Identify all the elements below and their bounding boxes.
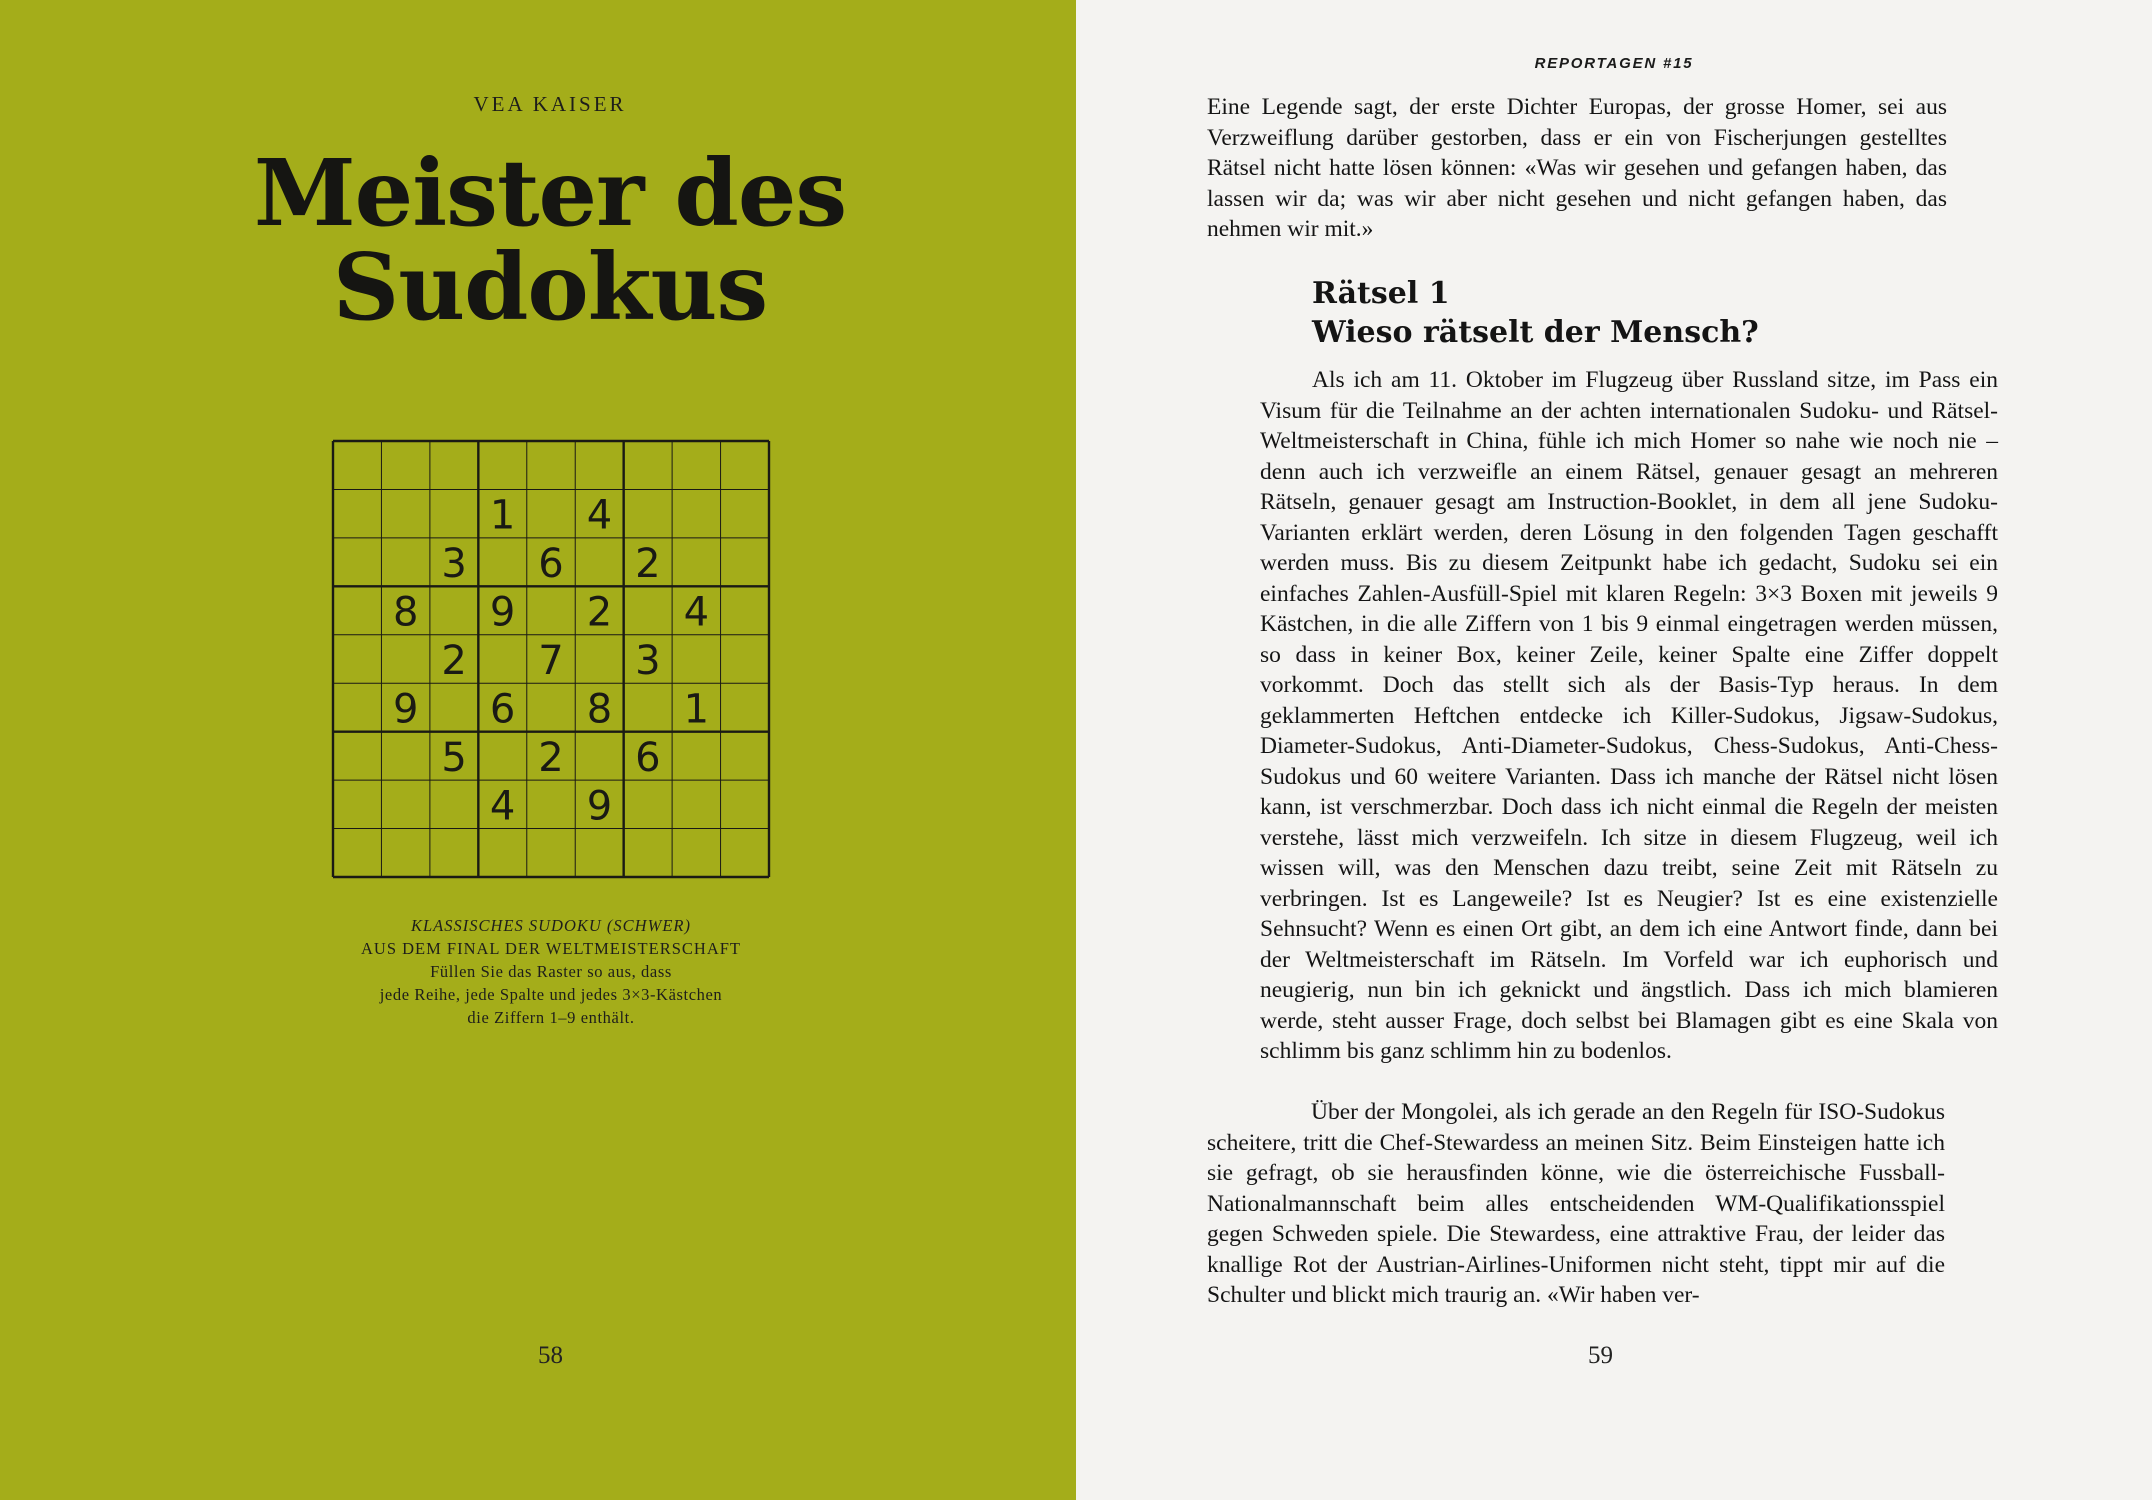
sudoku-digit: 2 (538, 734, 564, 781)
sudoku-digit: 2 (586, 589, 613, 636)
author-name: VEA KAISER (473, 92, 627, 116)
sudoku-digit: 6 (538, 541, 564, 588)
sudoku-digit: 8 (392, 589, 419, 636)
section-title: Wieso rätselt der Mensch? (1312, 315, 1759, 350)
article-title (0, 139, 1100, 341)
sudoku-digit: 4 (683, 589, 710, 636)
sudoku-digit: 3 (441, 541, 467, 588)
sudoku-digit: 6 (635, 734, 661, 781)
sudoku-digit: 4 (489, 783, 516, 830)
sudoku-digit: 1 (683, 686, 710, 733)
sudoku-digit: 9 (586, 783, 613, 830)
sudoku-digit: 4 (586, 492, 613, 539)
sudoku-digit: 9 (392, 686, 419, 733)
paragraph-2-text: Über der Mongolei, als ich gerade an den Regeln für ISO-Sudokus scheitere, tritt die Chef-Stewardess an meinen Sitz. Beim Einsteigen hatte ich sie gefragt, ob sie herausfinden könne, wie die österreichische Fussball-Nationalmannschaft beim alles entscheidenden WM-Qualifikationsspiel gegen Schweden spiele. Die Stewardess, eine attraktive Frau, der leider das knallige Rot der Austrian-Airlines-Uniformen nicht steht, tippt mir auf die Schulter und blickt mich traurig an. «Wir haben ver- (1207, 1099, 1945, 1308)
caption-instruction-2: jede Reihe, jede Spalte und jedes 3×3-Kästchen (379, 985, 723, 1004)
body-paragraph-1 (1260, 365, 1998, 1067)
caption-title: KLASSISCHES SUDOKU (SCHWER) (411, 916, 691, 935)
page-number-left: 58 (538, 1342, 563, 1369)
title-line-2: Sudokus (332, 233, 768, 341)
section-number: Rätsel 1 (1312, 276, 1450, 311)
sudoku-digit: 2 (441, 638, 467, 684)
sudoku-digit: 7 (538, 638, 564, 684)
caption-instruction-3: die Ziffern 1–9 enthält. (467, 1008, 635, 1027)
sudoku-digit: 5 (441, 734, 467, 781)
sudoku-digit: 9 (489, 589, 516, 636)
running-head: REPORTAGEN #15 (1534, 55, 1694, 72)
sudoku-digit: 8 (586, 686, 613, 733)
sudoku-caption (0, 914, 1102, 1029)
sudoku-digit: 1 (489, 492, 516, 539)
title-line-1: Meister des (253, 139, 847, 247)
intro-paragraph: Eine Legende sagt, der erste Dichter Europas, der grosse Homer, sei aus Verzweiflung darüber gestorben, dass er ein von Fischerjungen gestelltes Rätsel nicht hatte lösen können: «Was wir gesehen und gefangen haben, das lassen wir da; was wir aber nicht gesehen und nicht gefangen haben, das nehmen wir mit.» (1207, 94, 1947, 242)
page-number-right: 59 (1588, 1342, 1613, 1369)
sudoku-digit: 2 (635, 541, 661, 588)
body-paragraph-2 (1207, 1097, 1945, 1311)
paragraph-1-text: Als ich am 11. Oktober im Flugzeug über Russland sitze, im Pass ein Visum für die Teilnahme an der achten internationalen Sudoku- und Rätsel-Weltmeisterschaft in China, fühle ich mich Homer so nahe wie noch nie – denn auch ich verzweifle an einem Rätsel, genauer gesagt an mehreren Rätseln, genauer gesagt am Instruction-Booklet, in dem all jene Sudoku-Varianten erklärt werden, deren Lösung in den folgenden Tagen geschafft werden muss. Bis zu diesem Zeitpunkt habe ich gedacht, Sudoku sei ein einfaches Zahlen-Ausfüll-Spiel mit klaren Regeln: 3×3 Boxen mit jeweils 9 Kästchen, in die alle Ziffern von 1 bis 9 einmal eingetragen werden müssen, so dass in keiner Box, keiner Zeile, keiner Spalte eine Ziffer doppelt vorkommt. Doch das stellt sich als der Basis-Typ heraus. In dem geklammerten Heftchen entdecke ich Killer-Sudokus, Jigsaw-Sudokus, Diameter-Sudokus, Anti-Diameter-Sudokus, Chess-Sudokus, Anti-Chess-Sudokus und 60 weitere Varianten. Dass ich manche der Rätsel nicht lösen kann, ist verschmerzbar. Doch dass ich nicht einmal die Regeln der meisten verstehe, lässt mich verzweifeln. Ich sitze in diesem Flugzeug, weil ich wissen will, was den Menschen dazu treibt, seine Zeit mit Rätseln zu verbringen. Ist es Langeweile? Ist es Neugier? Ist es eine existenzielle Sehnsucht? Wenn es einen Ort gibt, an dem ich eine Antwort finde, dann bei der Weltmeisterschaft im Rätseln. Im Vorfeld war ich euphorisch und neugierig, nun bin ich geknickt und ängstlich. Dass ich mich blamieren werde, steht ausser Frage, doch selbst bei Blamagen gibt es eine Skala von schlimm bis ganz schlimm hin zu bodenlos. (1260, 367, 1998, 1064)
caption-subtitle: AUS DEM FINAL DER WELTMEISTERSCHAFT (361, 939, 741, 958)
caption-instruction-1: Füllen Sie das Raster so aus, dass (430, 962, 672, 981)
sudoku-grid (331, 439, 771, 879)
section-heading (1312, 274, 1759, 352)
sudoku-digit: 3 (635, 638, 661, 684)
sudoku-digit: 6 (489, 686, 516, 733)
